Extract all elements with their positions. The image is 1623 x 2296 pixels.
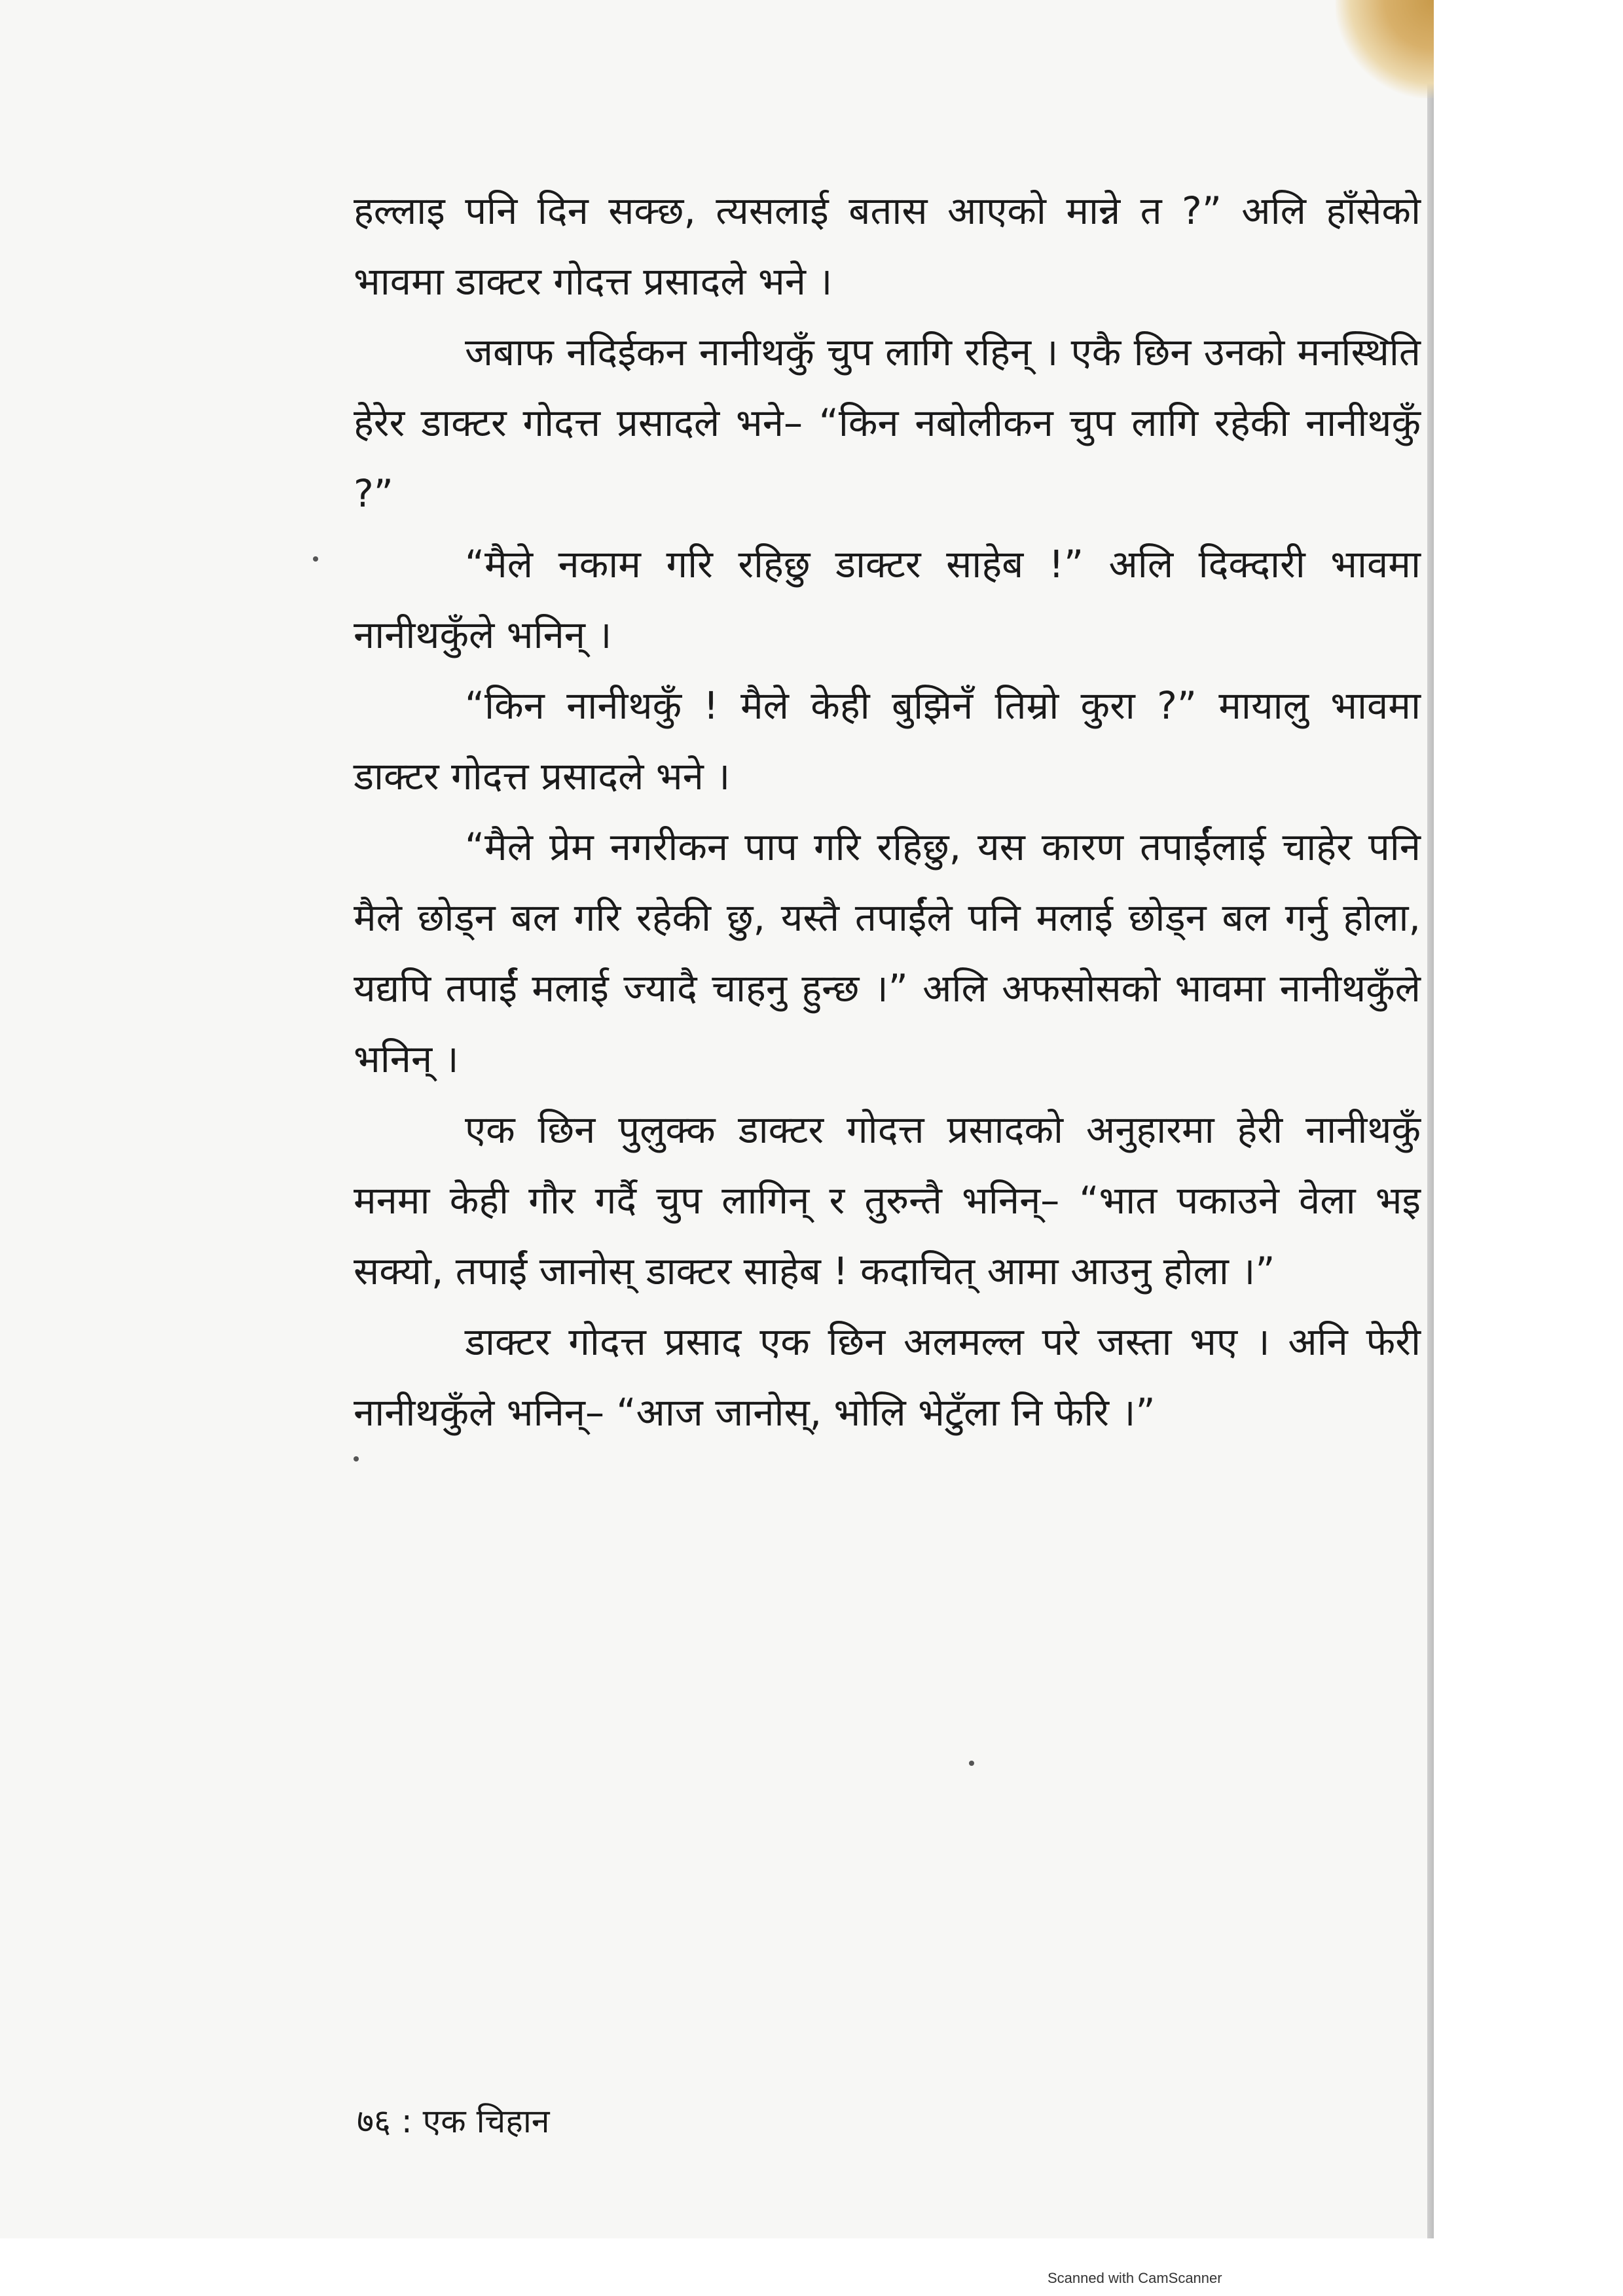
scan-speck [354,1456,359,1462]
scanner-watermark: Scanned with CamScanner [1048,2270,1222,2286]
paragraph-1: हल्लाइ पनि दिन सक्छ, त्यसलाई बतास आएको मान्ने त ?” अलि हाँसेको भावमा डाक्टर गोदत्त प्रसादले भने । [354,188,1421,304]
scan-speck [313,556,318,562]
scan-speck [969,1761,974,1766]
paragraph-3: “मैले नकाम गरि रहिछु डाक्टर साहेब !” अलि दिक्दारी भावमा नानीथकुँले भनिन् । [354,542,1421,657]
paragraph-6: एक छिन पुलुक्क डाक्टर गोदत्त प्रसादको अनुहारमा हेरी नानीथकुँ मनमा केही गौर गर्दै चुप लागिन् र तुरुन्तै भनिन्– “भात पकाउने वेला भइ सक्यो, तपाईं जानोस् डाक्टर साहेब ! कदाचित् आमा आउनु होला ।” [354,1107,1421,1293]
page-footer: ७६ : एक चिहान [357,2102,550,2140]
body-text [354,175,1421,1448]
page-corner-stain [1336,0,1434,98]
paragraph-2: जबाफ नदिईकन नानीथकुँ चुप लागि रहिन् । एकै छिन उनको मनस्थिति हेरेर डाक्टर गोदत्त प्रसादले भने– “किन नबोलीकन चुप लागि रहेकी नानीथकुँ ?” [354,330,1421,516]
paragraph-4: “किन नानीथकुँ ! मैले केही बुझिनँ तिम्रो कुरा ?” मायालु भावमा डाक्टर गोदत्त प्रसादले भने । [354,683,1421,798]
paragraph-7: डाक्टर गोदत्त प्रसाद एक छिन अलमल्ल परे जस्ता भए । अनि फेरी नानीथकुँले भनिन्– “आज जानोस्, भोलि भेटुँला नि फेरि ।” [354,1319,1421,1435]
paragraph-5: “मैले प्रेम नगरीकन पाप गरि रहिछु, यस कारण तपाईंलाई चाहेर पनि मैले छोड्न बल गरि रहेकी छु, यस्तै तपाईंले पनि मलाई छोड्न बल गर्नु होला, यद्यपि तपाईं मलाई ज्यादै चाहनु हुन्छ ।” अलि अफसोसको भावमा नानीथकुँले भनिन् । [354,825,1421,1081]
